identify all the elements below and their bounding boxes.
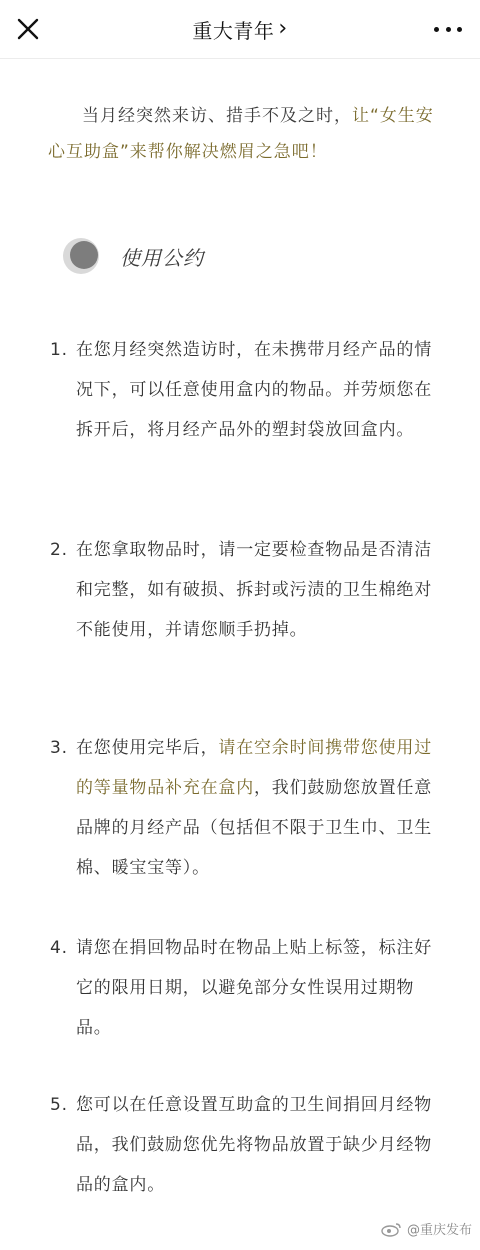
section-title: 使用公约 <box>120 245 204 270</box>
rule-number: 2. <box>50 540 68 560</box>
intro-highlight: 让“女生安心互助盒”来帮你解决燃眉之急吧！ <box>48 106 434 162</box>
more-button[interactable] <box>434 17 462 41</box>
rule-item-5 <box>50 1085 445 1205</box>
rule-number: 3. <box>50 738 68 758</box>
account-title-link[interactable] <box>0 0 480 58</box>
rule-number: 1. <box>50 340 68 360</box>
rule-text: 请您在捐回物品时在物品上贴上标签，标注好它的限用日期，以避免部分女性误用过期物品。 <box>76 938 432 1038</box>
rule-number: 4. <box>50 938 68 958</box>
watermark-text: @重庆发布 <box>406 1223 472 1238</box>
top-nav-bar <box>0 0 480 59</box>
weibo-icon <box>381 1221 403 1237</box>
intro-paragraph <box>48 98 448 170</box>
rule-number: 5. <box>50 1095 68 1115</box>
section-heading <box>62 234 204 278</box>
section-bullet-icon <box>62 236 102 276</box>
account-title: 重大青年 <box>192 18 275 43</box>
rule-text-after: ，我们鼓励您放置任意品牌的月经产品（包括但不限于卫生巾、卫生棉、暖宝宝等）。 <box>76 778 432 878</box>
rule-item-3 <box>50 728 445 888</box>
more-icon-dot <box>446 27 451 32</box>
weibo-watermark <box>381 1219 472 1238</box>
intro-text: 当月经突然来访、措手不及之时， <box>82 106 352 126</box>
rule-text: 在您月经突然造访时，在未携带月经产品的情况下，可以任意使用盒内的物品。并劳烦您在拆开后，将月经产品外的塑封袋放回盒内。 <box>76 340 432 440</box>
rule-item-1 <box>50 330 445 450</box>
rule-text-highlight: 请在空余时间携带您使用过的等量物品补充在盒内 <box>76 738 433 798</box>
rule-text: 您可以在任意设置互助盒的卫生间捐回月经物品，我们鼓励您优先将物品放置于缺少月经物品的盒内。 <box>76 1095 432 1195</box>
more-icon <box>434 27 439 32</box>
rule-text: 在您拿取物品时，请一定要检查物品是否清洁和完整，如有破损、拆封或污渍的卫生棉绝对不能使用，并请您顺手扔掉。 <box>76 540 432 640</box>
chevron-right-icon: › <box>278 16 288 41</box>
more-icon-dot <box>457 27 462 32</box>
rule-item-4 <box>50 928 445 1048</box>
rule-item-2 <box>50 530 445 650</box>
rule-text-before: 在您使用完毕后， <box>76 738 219 758</box>
